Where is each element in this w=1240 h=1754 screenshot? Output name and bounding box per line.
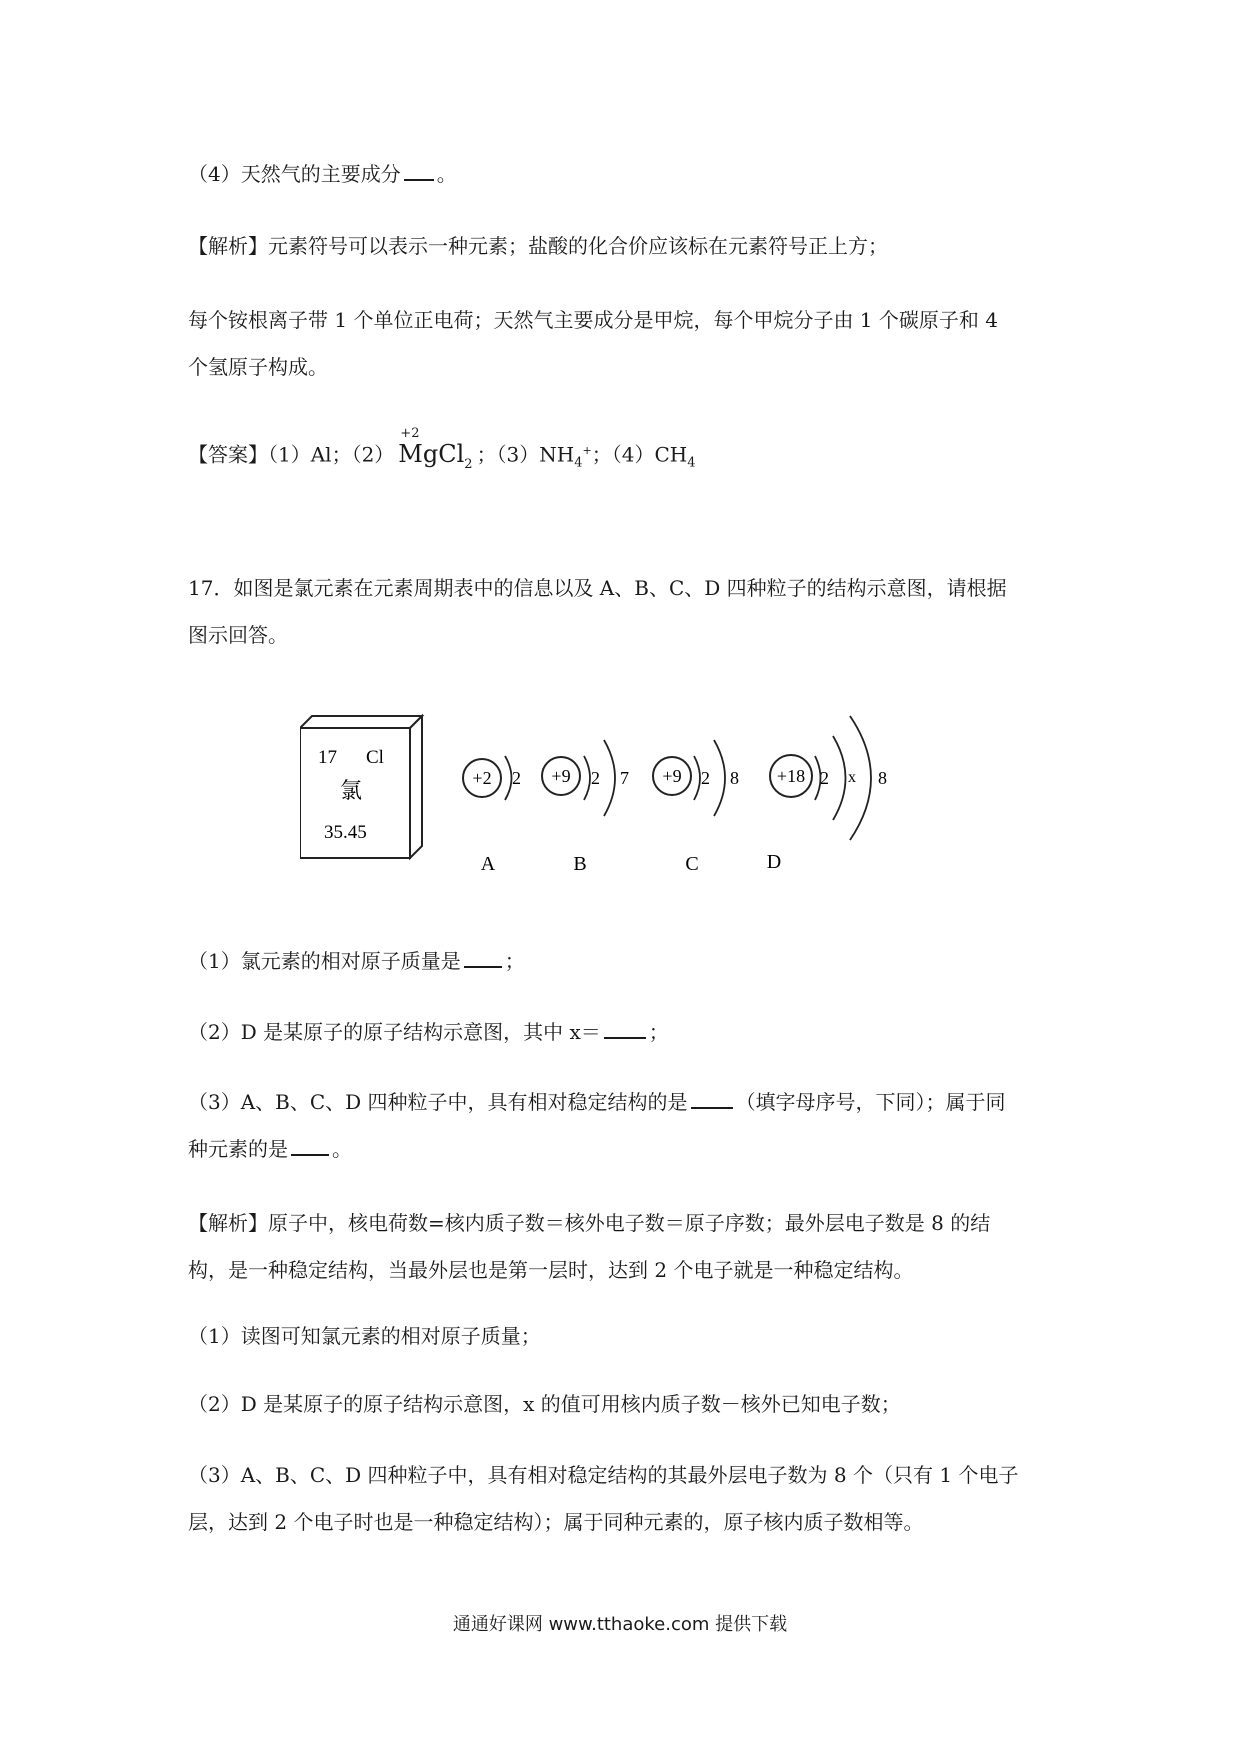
element-card — [300, 716, 422, 858]
particle-a-nucleus: +2 — [472, 768, 492, 788]
q17-analysis-line-1: 【解析】原子中，核电荷数=核内质子数＝核外电子数＝原子序数；最外层电子数是 8 的结 — [188, 1211, 991, 1235]
particle-d-shell-1: 2 — [820, 768, 829, 788]
q16-part4: （4）天然气的主要成分 。 — [188, 162, 457, 186]
footer-watermark: 通通好课网 www.tthaoke.com 提供下载 — [452, 1614, 788, 1635]
q16-answer: 【答案】（1）Al；（2） +2 MgCl$_2$ ；$(3)NH_4^+$；$(4)CH_4$ — [188, 437, 695, 478]
q17-analysis-line-2: 构，是一种稳定结构，当最外层也是第一层时，达到 2 个电子就是一种稳定结构。 — [188, 1258, 914, 1282]
q17-question-3-cont: 种元素的是 。 — [188, 1137, 352, 1161]
particle-b-label: B — [573, 853, 587, 875]
q17-analysis-line-3: （1）读图可知氯元素的相对原子质量； — [188, 1324, 541, 1348]
particle-d-label: D — [766, 851, 782, 873]
q16-analysis-line-1: 【解析】元素符号可以表示一种元素；盐酸的化合价应该标在元素符号正上方； — [188, 234, 888, 258]
answer-blank — [604, 1019, 646, 1039]
q17-intro-line-2: 图示回答。 — [188, 623, 288, 647]
particle-c-shell-2: 8 — [730, 768, 739, 788]
q17-question-1: （1）氯元素的相对原子质量是 ； — [188, 949, 525, 973]
q17-analysis-line-4: （2）D 是某原子的原子结构示意图，x 的值可用核内质子数－核外已知电子数； — [188, 1392, 901, 1416]
particle-b-shell-1: 2 — [591, 768, 600, 788]
answer-blank — [291, 1136, 329, 1156]
q16-analysis-line-2: 每个铵根离子带 1 个单位正电荷；天然气主要成分是甲烷，每个甲烷分子由 1 个碳原子和 4 — [188, 308, 998, 332]
q17-question-3: （3）A、B、C、D 四种粒子中，具有相对稳定结构的是 （填字母序号，下同）；属于同 — [188, 1090, 1006, 1114]
answer-blank — [404, 161, 434, 181]
q17-analysis-line-6: 层，达到 2 个电子时也是一种稳定结构）；属于同种元素的，原子核内质子数相等。 — [188, 1510, 924, 1534]
q17-question-2: （2）D 是某原子的原子结构示意图，其中 x＝ ； — [188, 1020, 669, 1044]
particle-c — [653, 740, 739, 875]
atomic-mass: 35.45 — [324, 822, 367, 843]
answer-blank — [464, 948, 502, 968]
particle-a — [463, 756, 521, 875]
particle-c-shell-1: 2 — [701, 768, 710, 788]
atomic-number: 17 — [318, 747, 337, 768]
particle-d-nucleus: +18 — [776, 766, 806, 786]
particle-d-shell-2: x — [848, 769, 856, 786]
particle-b-shell-2: 7 — [620, 768, 629, 788]
particle-d — [767, 716, 887, 873]
particle-d-shell-3: 8 — [878, 768, 887, 788]
particle-b-nucleus: +9 — [551, 766, 571, 786]
particle-a-shell-1: 2 — [512, 768, 521, 788]
particle-a-label: A — [480, 853, 496, 875]
particle-c-label: C — [685, 853, 699, 875]
particle-b — [542, 740, 629, 875]
q17-analysis-line-5: （3）A、B、C、D 四种粒子中，具有相对稳定结构的其最外层电子数为 8 个（只有 1 个电子 — [188, 1463, 1019, 1487]
q17-intro-line-1: 17．如图是氯元素在元素周期表中的信息以及 A、B、C、D 四种粒子的结构示意图，请根据 — [188, 576, 1007, 600]
element-name: 氯 — [340, 779, 363, 804]
answer-blank — [691, 1089, 733, 1109]
particle-c-nucleus: +9 — [662, 766, 682, 786]
mgcl2-formula: +2 MgCl$_2$ — [398, 425, 473, 472]
q16-analysis-line-3: 个氢原子构成。 — [188, 355, 328, 379]
atom-structure-figure — [300, 700, 940, 900]
element-symbol: Cl — [366, 747, 384, 768]
